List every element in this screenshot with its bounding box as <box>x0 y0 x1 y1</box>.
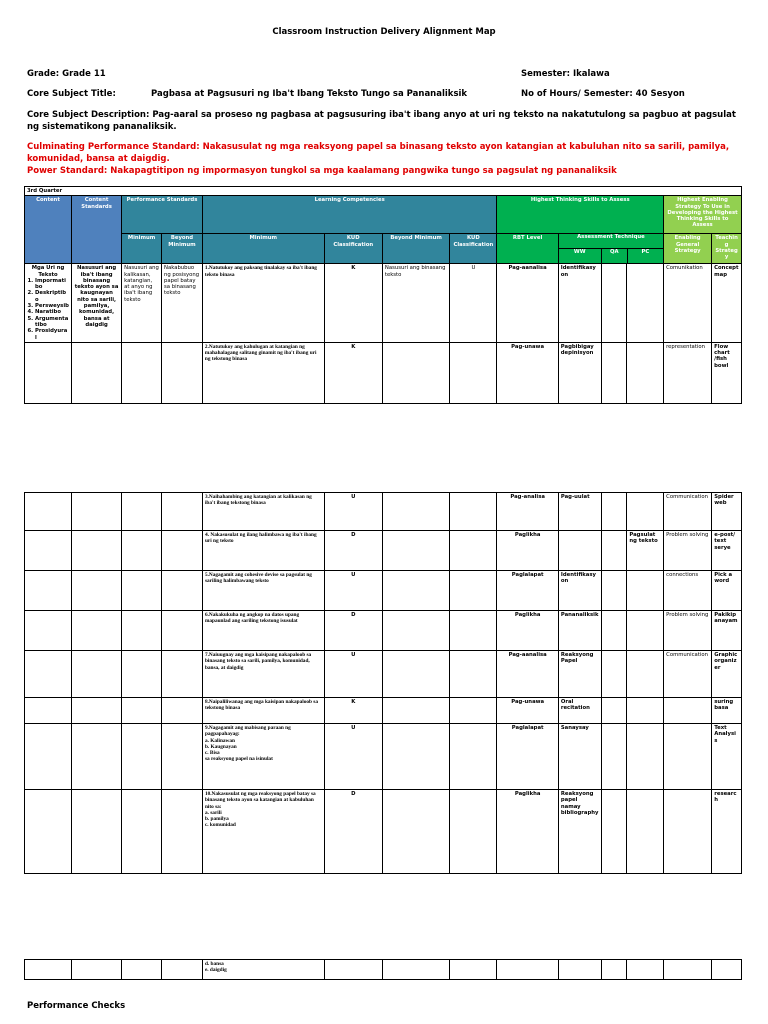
perf-beyond-cell <box>162 342 203 403</box>
header-enabling-general-strategy: Enabling General Strategy <box>664 234 712 264</box>
header-highest-thinking-skills: Highest Thinking Skills to Assess <box>497 196 664 234</box>
perf-minimum-cell <box>122 651 162 698</box>
rbt-cell <box>497 960 558 980</box>
perf-beyond-cell <box>162 531 203 571</box>
competency-number: 4. <box>204 532 210 538</box>
competency-text: Nakasusulat ng ilang halimbawa ng iba't ibang uri ng teksto <box>204 532 317 545</box>
table-row <box>25 698 742 724</box>
kud-cell: K <box>324 264 382 343</box>
content-standard-cell <box>72 493 122 531</box>
alignment-table-1 <box>24 186 742 404</box>
content-cell <box>25 493 72 531</box>
rbt-cell: Paglalapat <box>497 571 558 611</box>
kud-cell <box>324 960 382 980</box>
qa-cell <box>601 698 627 724</box>
perf-minimum-cell <box>122 571 162 611</box>
content-cell <box>25 531 72 571</box>
table-row <box>25 790 742 874</box>
strategy-cell: Concept map <box>712 264 742 343</box>
beyond-minimum-cell <box>382 724 450 790</box>
list-item: 6. Prosidyural <box>35 328 69 341</box>
enabling-cell: Communication <box>664 651 712 698</box>
perf-minimum-cell <box>122 790 162 874</box>
content-standard-cell <box>72 571 122 611</box>
qa-cell <box>601 611 627 651</box>
rbt-cell: Paglalapat <box>497 724 558 790</box>
core-subject-title: Pagbasa at Pagsusuri ng Iba't Ibang Teksto Tungo sa Pananaliksik <box>151 89 468 99</box>
content-standard-cell <box>72 342 122 403</box>
rbt-cell: Pag-unawa <box>497 698 558 724</box>
subitem: a. sarili <box>204 809 222 816</box>
beyond-kud-cell <box>450 571 497 611</box>
perf-minimum-cell <box>122 531 162 571</box>
content-cell <box>25 264 72 343</box>
header-qa: QA <box>602 249 628 263</box>
ww-cell: Identifikasyon <box>558 264 601 343</box>
list-item: 1. Impormatibo <box>35 278 69 291</box>
header-performance-standards: Performance Standards <box>122 196 203 234</box>
alignment-table-3 <box>24 959 742 980</box>
perf-beyond-cell <box>162 724 203 790</box>
competency-text: 7.Naiuugnay ang mga kaisipang nakapaloob sa binasang teksto sa sarili, pamilya, komunidad, bansa, at daigdig <box>204 652 312 671</box>
assessment-technique-label: Assessment Technique <box>577 234 645 241</box>
header-content-standards: Content Standards <box>72 196 122 264</box>
strategy-cell: Spider web <box>712 493 742 531</box>
pc-cell <box>627 790 664 874</box>
table-row <box>25 531 742 571</box>
perf-minimum-cell <box>122 493 162 531</box>
pc-cell <box>627 493 664 531</box>
header-assessment-technique <box>558 234 663 264</box>
list-item: 2. Deskriptibo <box>35 290 69 303</box>
content-cell <box>25 342 72 403</box>
ww-cell: Pag-uulat <box>558 493 601 531</box>
content-standard-cell <box>72 698 122 724</box>
beyond-minimum-cell <box>382 611 450 651</box>
beyond-minimum-cell <box>382 493 450 531</box>
competency-cell <box>202 571 324 611</box>
competency-cell: 2.Natutukoy ang kahulugan at katangian ng mahahalagang salitang ginamit ng iba't ibang uri ng tekstong binasa <box>202 342 324 403</box>
strategy-cell: Flow chart /fish bowl <box>712 342 742 403</box>
beyond-kud-cell <box>450 531 497 571</box>
kud-cell: D <box>324 611 382 651</box>
perf-beyond-cell <box>162 698 203 724</box>
core-subject-title-label: Core Subject Title: <box>27 89 116 99</box>
beyond-minimum-cell <box>382 698 450 724</box>
competency-cell <box>202 531 324 571</box>
power-standard: Power Standard: Nakapagtitipon ng impormasyon tungkol sa mga kaalamang pangwika tungo sa pagsulat ng pananaliksik <box>27 166 617 176</box>
beyond-minimum-cell <box>382 342 449 403</box>
kud-cell: U <box>324 651 382 698</box>
core-subject-description: Core Subject Description: Pag-aaral sa proseso ng pagbasa at pagsusuring iba't ibang anyo at uri ng teksto na nakatutulong sa pagbuo at pagsulat ng sistematikong pananaliksik. <box>27 110 736 132</box>
strategy-cell: Graphic organizer <box>712 651 742 698</box>
table-row <box>25 493 742 531</box>
content-cell <box>25 790 72 874</box>
ww-cell: Pananaliksik <box>558 611 601 651</box>
perf-minimum-cell: Nasusuri ang kalikasan, katangian, at anyo ng iba't ibang teksto <box>122 264 162 343</box>
ww-cell: Pagbibigay depinisyon <box>558 342 601 403</box>
subitem: b. Kaugnayan <box>204 743 237 750</box>
perf-minimum-cell <box>122 698 162 724</box>
qa-cell <box>601 651 627 698</box>
strategy-cell: Pick a word <box>712 571 742 611</box>
rbt-cell: Paglikha <box>497 531 558 571</box>
subitem: sa reaksyong papel na isinulat <box>204 756 273 763</box>
perf-minimum-cell <box>122 724 162 790</box>
header-teaching-strategy: Teaching Strategy <box>712 234 742 264</box>
enabling-cell: representation <box>664 342 712 403</box>
competency-cell <box>202 724 324 790</box>
strategy-cell <box>712 960 742 980</box>
header-kud-classification-beyond: KUD Classification <box>450 234 497 264</box>
competency-cell: 1.Natutukoy ang paksang tinalakay sa iba't ibang teksto binasa <box>202 264 324 343</box>
subitem: e. daigdig <box>204 967 227 974</box>
table-row <box>25 724 742 790</box>
competency-text: 6.Nakakukuha ng angkop na datos upang mapaunlad ang sariling tekstong isusulat <box>204 612 300 625</box>
header-lc-beyond-minimum: Beyond Minimum <box>382 234 449 264</box>
beyond-kud-cell <box>450 611 497 651</box>
content-cell <box>25 960 72 980</box>
content-cell <box>25 698 72 724</box>
content-cell <box>25 611 72 651</box>
subitem: c. komunidad <box>204 822 236 829</box>
rbt-cell: Pag-aanalisa <box>497 264 558 343</box>
subitem: a. Kalinawan <box>204 737 235 744</box>
beyond-minimum-cell <box>382 651 450 698</box>
pc-cell <box>627 611 664 651</box>
content-standard-cell <box>72 651 122 698</box>
culminating-standard: Culminating Performance Standard: Nakasusulat ng mga reaksyong papel sa binasang teksto ayon katangian at kabuluhan nito sa sarili, pamilya, komunidad, bansa at daigdig. <box>27 142 730 164</box>
strategy-cell: suring basa <box>712 698 742 724</box>
beyond-kud-cell <box>450 960 497 980</box>
enabling-cell <box>664 698 712 724</box>
competency-cell <box>202 611 324 651</box>
rbt-cell: Pag-analisa <box>497 493 558 531</box>
header-pc: PC <box>641 249 650 256</box>
qa-cell <box>601 264 627 343</box>
perf-beyond-cell <box>162 790 203 874</box>
rbt-cell: Pag-unawa <box>497 342 558 403</box>
ww-cell <box>558 531 601 571</box>
pc-cell <box>627 571 664 611</box>
table-row <box>25 342 742 403</box>
beyond-minimum-cell <box>382 571 450 611</box>
enabling-cell <box>664 790 712 874</box>
perf-beyond-cell <box>162 571 203 611</box>
beyond-kud-cell <box>450 493 497 531</box>
pc-cell <box>627 342 664 403</box>
competency-text: 5.Nagagamit ang cohesive devise sa pagsulat ng sariling halimbawang teksto <box>204 572 312 585</box>
header-learning-competencies: Learning Competencies <box>202 196 496 234</box>
content-cell <box>25 571 72 611</box>
list-item: 3. Persweysib <box>35 303 69 309</box>
page-title: Classroom Instruction Delivery Alignment Map <box>272 27 496 37</box>
enabling-cell: Problem solving <box>664 611 712 651</box>
kud-cell: D <box>324 531 382 571</box>
ww-cell: Sanaysay <box>558 724 601 790</box>
competency-cell <box>202 651 324 698</box>
performance-checks-heading: Performance Checks <box>27 1001 126 1011</box>
competency-text: 8.Naipaliliwanag ang mga kaisipan nakapaloob sa tekstong binasa <box>204 699 318 712</box>
header-content: Content <box>25 196 72 264</box>
ww-cell: Reaksyong Papel <box>558 651 601 698</box>
header-perf-beyond-minimum: Beyond Minimum <box>162 234 203 264</box>
kud-cell: U <box>324 493 382 531</box>
beyond-kud-cell <box>450 698 497 724</box>
competency-text: 3.Naihahambing ang katangian at kalikasan ng iba't ibang tekstong binasa <box>204 494 312 507</box>
subitem: d. bansa <box>204 961 224 967</box>
pc-cell <box>627 698 664 724</box>
content-standard-cell <box>72 611 122 651</box>
strategy-cell: Pakikipanayam <box>712 611 742 651</box>
ww-cell: Oral recitation <box>558 698 601 724</box>
pc-cell <box>627 264 664 343</box>
enabling-cell <box>664 960 712 980</box>
perf-minimum-cell <box>122 611 162 651</box>
enabling-cell <box>664 724 712 790</box>
rbt-cell: Paglikha <box>497 611 558 651</box>
beyond-kud-cell: U <box>450 264 497 343</box>
hours-label: No of Hours/ Semester: 40 Sesyon <box>521 89 685 99</box>
kud-cell: D <box>324 790 382 874</box>
content-types-list <box>27 278 69 341</box>
perf-minimum-cell <box>122 342 162 403</box>
content-standard-cell <box>72 531 122 571</box>
competency-cell <box>202 698 324 724</box>
kud-cell: K <box>324 342 382 403</box>
strategy-cell: e-post/ text serye <box>712 531 742 571</box>
header-lc-minimum: Minimum <box>202 234 324 264</box>
content-standard-cell <box>72 960 122 980</box>
semester-label: Semester: Ikalawa <box>521 69 610 79</box>
qa-cell <box>601 790 627 874</box>
kud-cell: K <box>324 698 382 724</box>
beyond-kud-cell <box>450 724 497 790</box>
pc-cell <box>627 651 664 698</box>
header-ww: WW <box>559 249 602 263</box>
beyond-kud-cell <box>450 651 497 698</box>
grade-label: Grade: Grade 11 <box>27 69 106 79</box>
qa-cell <box>601 493 627 531</box>
table-row <box>25 571 742 611</box>
perf-beyond-cell: Nakabubuo ng posisyong papel batay sa binasang teksto <box>162 264 203 343</box>
pc-cell <box>627 724 664 790</box>
enabling-cell: Problem solving <box>664 531 712 571</box>
content-cell <box>25 651 72 698</box>
ww-cell <box>558 960 601 980</box>
rbt-cell: Paglikha <box>497 790 558 874</box>
pc-cell: Pagsulat ng teksto <box>627 531 664 571</box>
beyond-minimum-cell <box>382 531 450 571</box>
content-standard-cell <box>72 790 122 874</box>
kud-cell: U <box>324 724 382 790</box>
kud-cell: U <box>324 571 382 611</box>
enabling-cell: Communication <box>664 493 712 531</box>
perf-minimum-cell <box>122 960 162 980</box>
perf-beyond-cell <box>162 960 203 980</box>
list-item: 5. Argumentatibo <box>35 316 69 329</box>
perf-beyond-cell <box>162 611 203 651</box>
header-perf-minimum: Minimum <box>122 234 162 264</box>
rbt-cell: Pag-aanalisa <box>497 651 558 698</box>
beyond-minimum-cell: Nasusuri ang binasang teksto <box>382 264 449 343</box>
subitem: b. pamilya <box>204 816 229 823</box>
list-item: 4. Naratibo <box>35 309 69 315</box>
perf-beyond-cell <box>162 493 203 531</box>
qa-cell <box>601 724 627 790</box>
table-row <box>25 611 742 651</box>
subitem: c. Bisa <box>204 750 220 757</box>
competency-text: 10.Nakasusulat ng mga reaksyong papel batay sa binasang teksto ayon sa katangian at kabuluhan nito sa: <box>204 791 316 810</box>
content-standard-cell: Nasusuri ang iba't ibang binasang teksto ayon sa kaugnayan nito sa sarili, pamilya, komunidad, bansa at daigdig <box>72 264 122 343</box>
enabling-cell: Comunikation <box>664 264 712 343</box>
alignment-table-2 <box>24 492 742 874</box>
table-row <box>25 960 742 980</box>
qa-cell <box>601 960 627 980</box>
beyond-minimum-cell <box>382 790 450 874</box>
table-row <box>25 651 742 698</box>
ww-cell: Identifikasyon <box>558 571 601 611</box>
beyond-kud-cell <box>450 342 497 403</box>
ww-cell: Reaksyong papel namay bibliography <box>558 790 601 874</box>
perf-beyond-cell <box>162 651 203 698</box>
quarter-label: 3rd Quarter <box>25 187 742 196</box>
table-row <box>25 264 742 343</box>
content-standard-cell <box>72 724 122 790</box>
header-rbt-level: RBT Level <box>497 234 558 264</box>
beyond-minimum-cell <box>382 960 450 980</box>
enabling-cell: connections <box>664 571 712 611</box>
beyond-kud-cell <box>450 790 497 874</box>
competency-cell <box>202 493 324 531</box>
competency-cell <box>202 960 324 980</box>
pc-cell <box>627 960 664 980</box>
competency-cell <box>202 790 324 874</box>
qa-cell <box>601 531 627 571</box>
competency-text: 9.Nagagamit ang mabisang paraan ng pagpapahayag: <box>204 725 291 738</box>
header-highest-enabling-strategy: Highest Enabling Strategy To Use in Developing the Highest Thinking Skills to Assess <box>664 196 742 234</box>
content-intro: Mga Uri ng Teksto <box>31 265 65 278</box>
content-cell <box>25 724 72 790</box>
strategy-cell: Text Analysis <box>712 724 742 790</box>
qa-cell <box>601 571 627 611</box>
header-kud-classification: KUD Classification <box>324 234 382 264</box>
strategy-cell: research <box>712 790 742 874</box>
qa-cell <box>601 342 627 403</box>
